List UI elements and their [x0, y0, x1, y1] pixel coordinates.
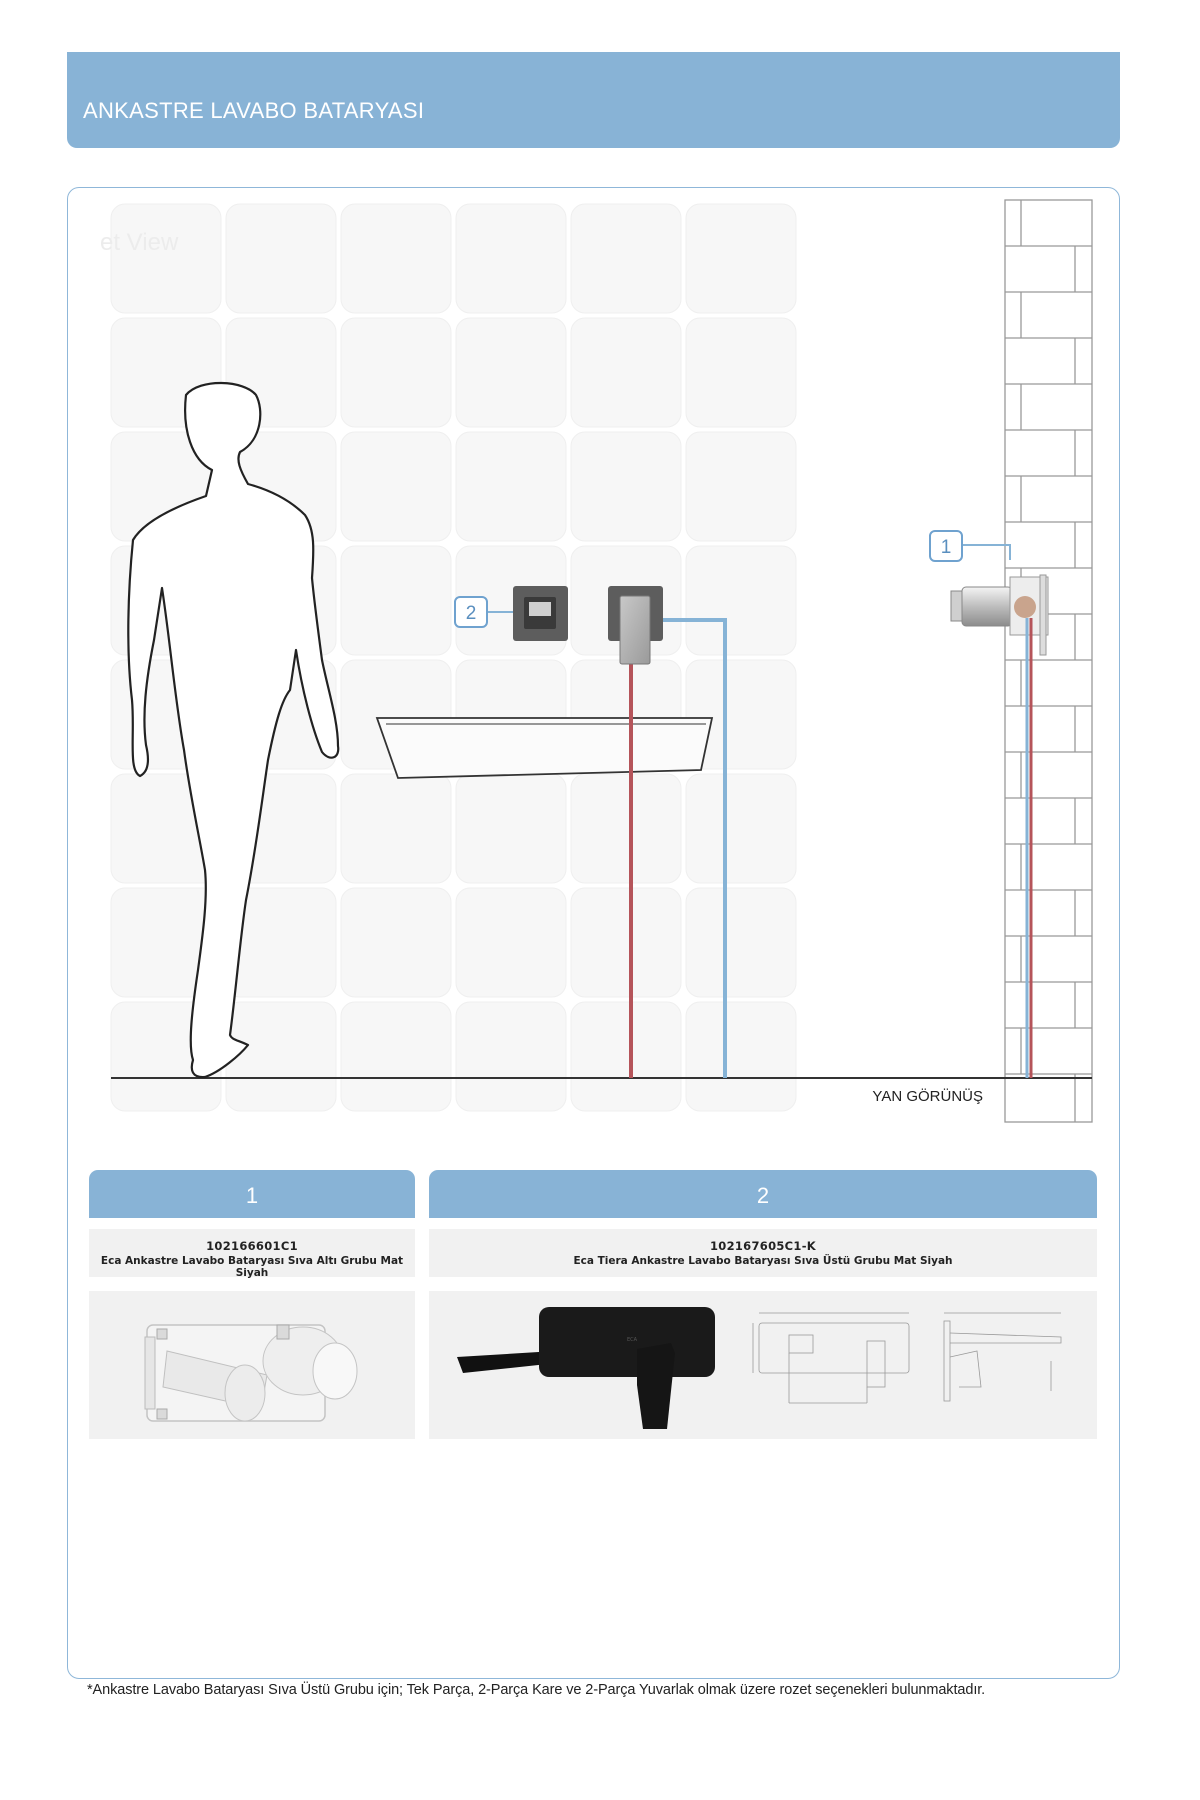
product-2-image: [429, 1291, 1097, 1439]
product-1-code: 102166601C1: [206, 1239, 298, 1253]
watermark-text: et View: [100, 229, 179, 256]
footnote: *Ankastre Lavabo Bataryası Sıva Üstü Grubu için; Tek Parça, 2-Parça Kare ve 2-Parça Yuvarlak olmak üzere rozet seçenekleri bulunmaktadır.: [87, 1682, 986, 1698]
product-1-description: [89, 1229, 415, 1277]
brick-wall: [1005, 200, 1092, 1122]
product-1-name: Eca Ankastre Lavabo Bataryası Sıva Altı Grubu Mat Siyah: [100, 1255, 404, 1279]
product-2-code: 102167605C1-K: [709, 1239, 817, 1253]
concealed-body-icon: [145, 1325, 357, 1421]
page-title: ANKASTRE LAVABO BATARYASI: [83, 98, 425, 123]
callout-2-label: 2: [465, 603, 477, 624]
spout-plate-front-view: [513, 586, 568, 641]
wash-basin: [377, 718, 712, 778]
side-view-label: YAN GÖRÜNÜŞ: [872, 1088, 983, 1105]
product-2-header: 2: [429, 1170, 1097, 1218]
front-dimension-drawing: [753, 1313, 909, 1403]
product-2-description: [429, 1229, 1097, 1277]
product-1-image: [89, 1291, 415, 1439]
mixer-product-icon: [457, 1307, 715, 1429]
product-1-header: 1: [89, 1170, 415, 1218]
svg-text:ECA: ECA: [627, 1337, 638, 1343]
side-dimension-drawing: [944, 1313, 1061, 1401]
callout-1-label: 1: [940, 537, 952, 558]
product-2-name: Eca Tiera Ankastre Lavabo Bataryası Sıva Üstü Grubu Mat Siyah: [573, 1255, 953, 1267]
